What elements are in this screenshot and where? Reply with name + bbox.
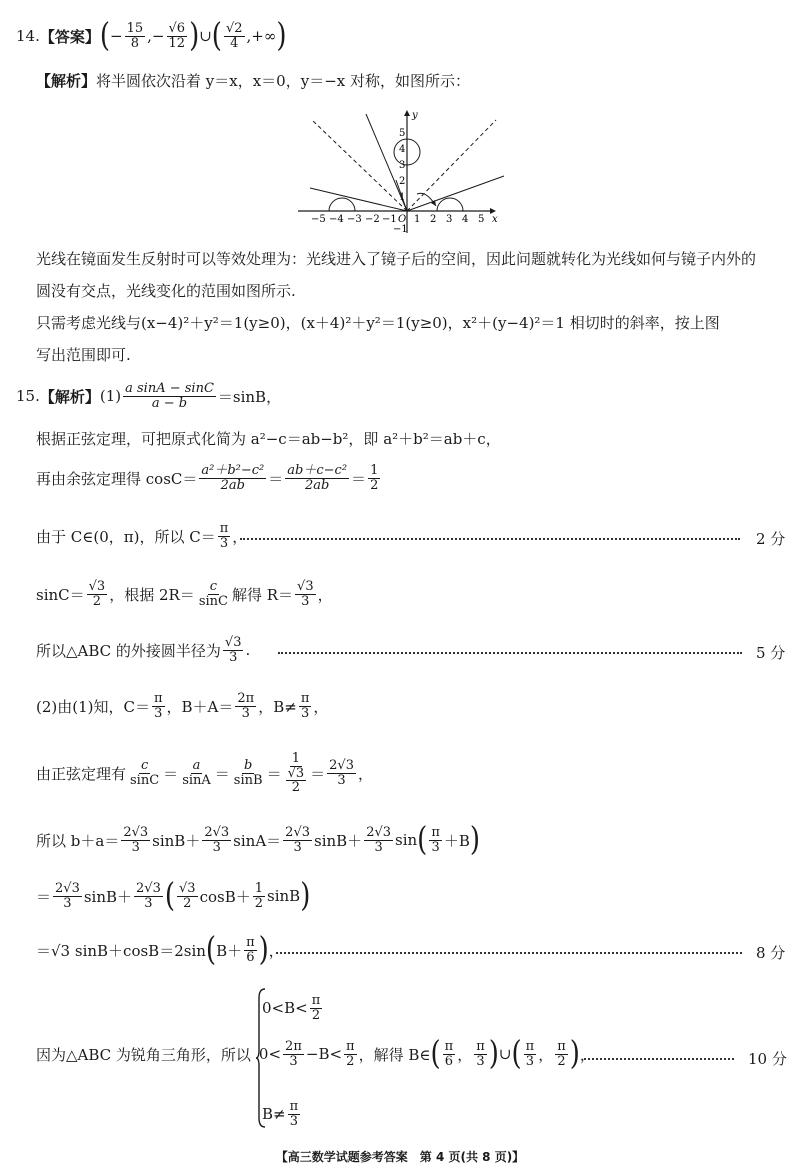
mirror-line-y-eq-x [407,120,496,211]
dotted-leader [584,1058,734,1060]
q14-analysis-line [36,70,470,91]
fraction: $\frac{c}{\sin C}$ [130,758,160,788]
fraction: $\frac{√2}{4}$ [225,21,243,51]
y-axis-label: y [412,110,418,121]
fraction: $\frac{\text{ab＋c−c²}}{2ab}$ [287,463,348,493]
score-label: 2 分 [756,530,786,548]
fraction: $\frac{2√3}{3}$ [204,825,230,855]
x-tick: 4 [462,214,469,225]
fraction: $\frac{√6}{12}$ [168,21,186,51]
q14-analysis-text: 将半圆依次沿着 y＝x，x＝0，y＝−x 对称，如图所示： [96,72,470,90]
fraction: $\frac{1}{\frac{√3}{2}}$ [287,751,305,796]
x-tick: −2 [365,214,380,225]
semicircle-left [329,198,355,211]
x-tick: −1 [382,214,397,225]
fraction: $\frac{2√3}{3}$ [123,825,149,855]
q15-line8: 由正弦定理有 $\frac{c}{\sin C}$ ＝ $\frac{a}{\sin A}$ ＝ $\frac{b}{\sin B}$ ＝ $\frac{1}{\frac{√3}{2}}$ ＝ $\frac{2√3}{3}$ ， [36,751,373,796]
q14-number: 14. [16,27,40,46]
fraction: $\frac{√3}{2}$ [88,579,106,609]
q15-line4: 由于 C∈(0，π)，所以 C＝ $\frac{\pi}{3}$ ， [36,521,248,551]
fraction: $\frac{\pi}{2}$ [557,1039,566,1069]
x-axis-label: x [492,214,498,225]
q14-para1-line2: 圆没有交点，光线变化的范围如图所示. [36,282,296,300]
dotted-leader [278,652,742,654]
y-tick: 1 [399,192,406,203]
fraction: $\frac{\pi}{6}$ [246,935,255,965]
fraction: $\frac{\pi}{3}$ [289,1099,299,1129]
q14-para2-line1: 只需考虑光线与(x−4)²＋y²＝1(y≥0)，(x＋4)²＋y²＝1(y≥0)，x²＋(y−4)²＝1 相切时的斜率，按上图 [36,314,720,332]
y-tick: 5 [399,128,406,139]
q15-line12: 因为△ABC 为锐角三角形，所以 0< $\frac{2\pi}{3}$ −B< $\frac{\pi}{2}$ ，解得 B∈ ( $\frac{\pi}{6}$ ， $\frac{\pi}{3}$ ) ∪ ( $\frac{\pi}{3}$ ， $\frac{\pi}{2}$ ) ， [36,1035,595,1073]
fraction: $\frac{\pi}{6}$ [444,1039,454,1069]
y-tick: 3 [399,160,406,171]
fraction: $\frac{1}{2}$ [254,881,264,911]
x-tick: −4 [329,214,344,225]
fraction: $\frac{2√3}{3}$ [55,881,80,911]
fraction: $\frac{\pi}{2}$ [346,1039,355,1069]
dotted-leader [276,952,742,954]
fraction: $\frac{\pi}{3}$ [476,1039,485,1069]
x-tick: 5 [478,214,485,225]
q14-para1-line1: 光线在镜面发生反射时可以等效处理为：光线进入了镜子后的空间，因此问题就转化为光线如何与镜子内外的 [36,250,757,268]
x-tick: 3 [446,214,453,225]
fraction: $\frac{2√3}{3}$ [285,825,310,855]
q15-line10: ＝ $\frac{2√3}{3}$ sinB＋ $\frac{2√3}{3}$ ( $\frac{√3}{2}$ cosB＋ $\frac{1}{2}$ sinB ) [36,877,311,915]
fraction: $\frac{\text{a sinA − sinC}}{a - b}$ [125,381,214,411]
fraction: $\frac{15}{8}$ [126,21,144,51]
mirror-line-y-eq-neg-x [312,120,407,211]
fraction: $\frac{1}{2}$ [370,463,379,493]
fraction: $\frac{\pi}{2}$ [311,993,321,1023]
fraction: $\frac{\pi}{3}$ [431,825,440,855]
system-row-1: 0<B< $\frac{\pi}{2}$ [262,993,321,1023]
fraction: $\frac{\pi}{3}$ [153,691,163,721]
system-row-3: B≠ $\frac{\pi}{3}$ [262,1099,299,1129]
q15-line2: 根据正弦定理，可把原式化简为 a²−c＝ab−b²，即 a²＋b²＝ab＋c， [36,430,501,448]
fraction: $\frac{c}{\sin C}$ [198,579,228,609]
tangent-line-left [310,188,407,211]
fraction: $\frac{\pi}{3}$ [219,521,229,551]
fraction: $\frac{a}{\sin A}$ [182,758,211,788]
q15-line5: sinC＝ $\frac{√3}{2}$ ，根据 2R＝ $\frac{c}{\sin C}$ 解得 R＝ $\frac{√3}{3}$ ， [36,579,333,609]
x-tick: −3 [347,214,362,225]
q15-line1: 15. 【解析】 (1) $\frac{\text{a sinA − sinC}}{a - b}$ ＝sinB， [16,381,282,411]
q15-line11: ＝√3 sinB＋cosB＝2sin ( B＋ $\frac{\pi}{6}$ ) ， [36,931,284,969]
x-tick: −5 [311,214,326,225]
q14-figure [296,108,506,238]
fraction: $\frac{2\pi}{3}$ [285,1039,302,1069]
fraction: $\frac{2√3}{3}$ [329,758,354,788]
q15-line9: 所以 b＋a＝ $\frac{2√3}{3}$ sinB＋ $\frac{2√3}{3}$ sinA＝ $\frac{2√3}{3}$ sinB＋ $\frac{2√3}{3}$ sin ( $\frac{\pi}{3}$ ＋B ) [36,821,481,859]
semicircle-right [437,198,463,211]
q14-answer-line: 14. 【答案】 ( − $\frac{15}{8}$ ,− $\frac{√6}{12}$ ) ∪ ( $\frac{√2}{4}$ ,+∞ ) [16,17,287,55]
q15-number: 15. [16,387,40,406]
q15-line7: (2)由(1)知，C＝ $\frac{\pi}{3}$ ，B＋A＝ $\frac{2\pi}{3}$ ，B≠ $\frac{\pi}{3}$ ， [36,691,329,721]
dotted-leader [240,538,740,540]
fraction: $\frac{\text{a²＋b²−c²}}{2ab}$ [201,463,265,493]
y-tick: 2 [399,176,406,187]
q14-analysis-tag: 【解析】 [36,72,97,90]
x-tick: 1 [414,214,421,225]
q15-analysis-tag: 【解析】 [39,387,100,406]
score-label: 5 分 [756,644,786,662]
q14-answer-tag: 【答案】 [39,27,100,46]
score-label: 8 分 [756,944,786,962]
fraction: $\frac{√3}{2}$ [179,881,196,911]
q15-line3: 再由余弦定理得 cosC＝ $\frac{\text{a²＋b²−c²}}{2ab}$ ＝ $\frac{\text{ab＋c−c²}}{2ab}$ ＝ $\frac{1}{2}$ [36,463,379,493]
fraction: $\frac{\pi}{3}$ [525,1039,535,1069]
x-tick: O [398,214,407,225]
fraction: $\frac{\pi}{3}$ [300,691,310,721]
x-tick: 2 [430,214,437,225]
fraction: $\frac{√3}{3}$ [297,579,314,609]
y-tick: 4 [399,144,406,155]
y-tick: −1 [393,224,408,235]
y-axis-arrow [404,110,410,116]
fraction: $\frac{b}{\sin B}$ [233,758,263,788]
fraction: $\frac{√3}{3}$ [224,635,242,665]
fraction: $\frac{2√3}{3}$ [136,881,161,911]
fraction: $\frac{2\pi}{3}$ [237,691,255,721]
score-label: 10 分 [748,1050,787,1068]
q15-line6: 所以△ABC 的外接圆半径为 $\frac{√3}{3}$ . [36,635,251,665]
q14-para2-line2: 写出范围即可. [36,346,131,364]
page-footer: 【高三数学试题参考答案 第 4 页(共 8 页)】 [275,1150,525,1164]
fraction: $\frac{2√3}{3}$ [366,825,392,855]
